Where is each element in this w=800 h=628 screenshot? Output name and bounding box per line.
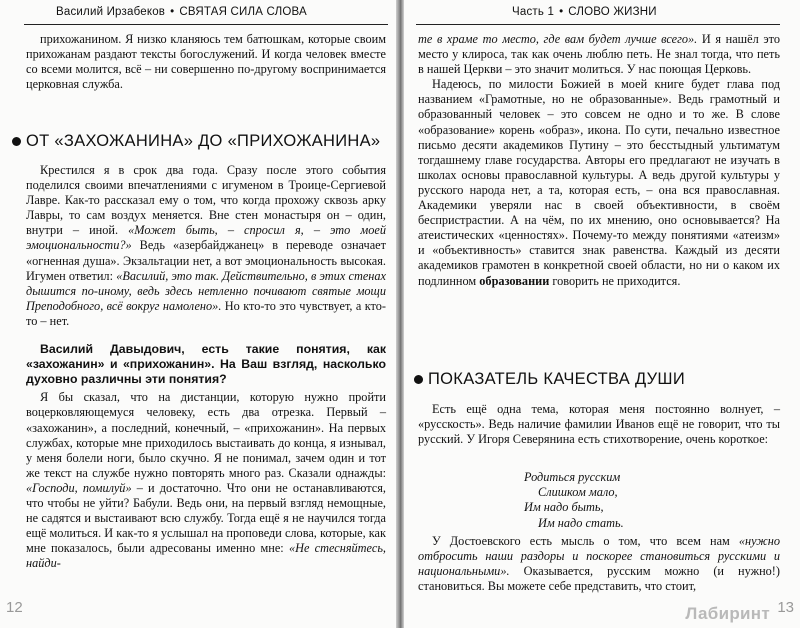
- poem: [524, 470, 624, 531]
- body-text-top: [26, 32, 386, 92]
- right-page: [404, 0, 800, 628]
- running-header-left: [56, 6, 307, 22]
- interview-question: Василий Давыдович, есть такие понятия, как «захожанин» и «прихожанин». На Ваш взгляд, насколько духовно различны эти понятия?: [26, 342, 386, 387]
- header-book-title: СВЯТАЯ СИЛА СЛОВА: [179, 6, 307, 18]
- running-header-right: [512, 6, 657, 22]
- body-text-top: [418, 32, 780, 289]
- header-rule: [416, 24, 780, 25]
- poem-line: Им надо быть,: [524, 500, 604, 515]
- paragraph: прихожанином. Я низко кланяюсь тем батюшкам, которые своим прихожанам раздают тексты богослужений. И когда человек вместе со всеми молится, всё – ни совершенно по-другому воспринимается церковная служба.: [26, 32, 386, 92]
- body-text-section: [418, 402, 780, 447]
- paragraph: Есть ещё одна тема, которая меня постоянно волнует, – «русскость». Ведь наличие фамилии Иванов ещё не говорит, что ты русский. У Игоря Северянина есть стихотворение, очень короткое:: [418, 402, 780, 447]
- section-heading: [12, 132, 380, 151]
- body-text-main: [26, 163, 386, 571]
- paragraph: Я бы сказал, что на дистанции, которую нужно пройти воцерковляющемуся человеку, есть два отрезка. Первый – «захожанин», а последний, конечный, – «прихожанин». На первых службах, которые мне приходилось выстаивать до конца, я изнывал, у меня болели ноги, было скучно. Я не понимал, зачем один и тот же текст на службе нужно повторять много раз. Сказали однажды: «Господи, помилуй» – и достаточно. Что они не останавливаются, что чтобы не уйти? Бабули. Ведь они, на первый взгляд немощные, не садятся и выстаивают всю службу. Тогда ещё я не научился тогда ещё молиться. И как-то я услышал на проповеди слова, которые, как мне показалось, были адресованы именно мне: «Не стесняйтесь, найди-: [26, 390, 386, 571]
- header-rule: [24, 24, 388, 25]
- header-separator: •: [559, 6, 564, 18]
- poem-line: Родиться русским: [524, 470, 621, 484]
- left-page: [0, 0, 396, 628]
- bullet-icon: [414, 375, 423, 384]
- paragraph: те в храме то место, где вам будет лучше всего». И я нашёл это место у клироса, так как очень люблю петь. Не знал тогда, что петь в нашей Церкви – это значит молиться. У нас поющая Церковь.: [418, 32, 780, 77]
- header-separator: •: [170, 6, 175, 18]
- header-part: Часть 1: [512, 6, 555, 18]
- page-number-right: 13: [777, 599, 794, 616]
- paragraph: У Достоевского есть мысль о том, что всем нам «нужно отбросить наши раздоры и поскорее становиться русскими и национальными». Оказывается, русским можно (и нужно!) становиться. Вы можете себе представить, что стоит,: [418, 534, 780, 594]
- bullet-icon: [12, 137, 21, 146]
- paragraph: Крестился я в срок два года. Сразу после этого события поделился своими впечатлениями с игуменом в Троице-Сергиевой Лавре. Как-то рассказал ему о том, что когда прохожу сквозь арку Лавры, то сам воздух меняется. Вне стен монастыря он – один, внутри – иной. «Может быть, – спросил я, – это моей эмоциональности?» Ведь «азербайджанец» в переводе означает «огненная душа». Экзальтации нет, а вот эмоциональность высокая. Игумен ответил: «Василий, это так. Действительно, в этих стенах дышится по-иному, ведь здесь нетленно почивают святые мощи Преподобного, всё вокруг намолено». Но кто-то это чувствует, а кто-то – нет.: [26, 163, 387, 328]
- section-heading-text: ОТ «ЗАХОЖАНИНА» ДО «ПРИХОЖАНИНА»: [26, 132, 381, 150]
- page-number-left: 12: [6, 599, 23, 616]
- body-text-bottom: [418, 534, 780, 594]
- section-heading: [414, 370, 685, 389]
- poem-line: Слишком мало,: [538, 485, 618, 500]
- header-chapter-title: СЛОВО ЖИЗНИ: [568, 6, 657, 18]
- book-spine-gutter: [396, 0, 404, 628]
- watermark-logo: Лабиринт: [685, 604, 770, 623]
- header-author: Василий Ирзабеков: [56, 6, 166, 18]
- poem-line: Им надо стать.: [538, 515, 624, 530]
- section-heading-text: ПОКАЗАТЕЛЬ КАЧЕСТВА ДУШИ: [428, 370, 685, 388]
- paragraph: Надеюсь, по милости Божией в моей книге будет глава под названием «Грамотные, но не образованные». Ведь грамотный и образованный человек – это совсем не одно и то же. В слове «образование» корень «образ», икона. По сути, печально известное письмо десяти академиков Путину – это бесстыдный ультиматум тогдашнему главе государства. Авторы его предлагают не изучать в школах основы православной культуры. А ведь другой культуры у русского народа нет, а та, которая есть, – она вся православная. Академики уверяли нас в своей объективности, в своём беспристрастии. А на чём, по их мнению, оно основывается? На атеистических «ценностях». Почему-то между понятиями «атеизм» и «объективность» ставится знак равенства. Каждый из десяти академиков грамотен в конкретной своей области, но ни о каком их подлинном образовании говорить не приходится.: [418, 77, 780, 288]
